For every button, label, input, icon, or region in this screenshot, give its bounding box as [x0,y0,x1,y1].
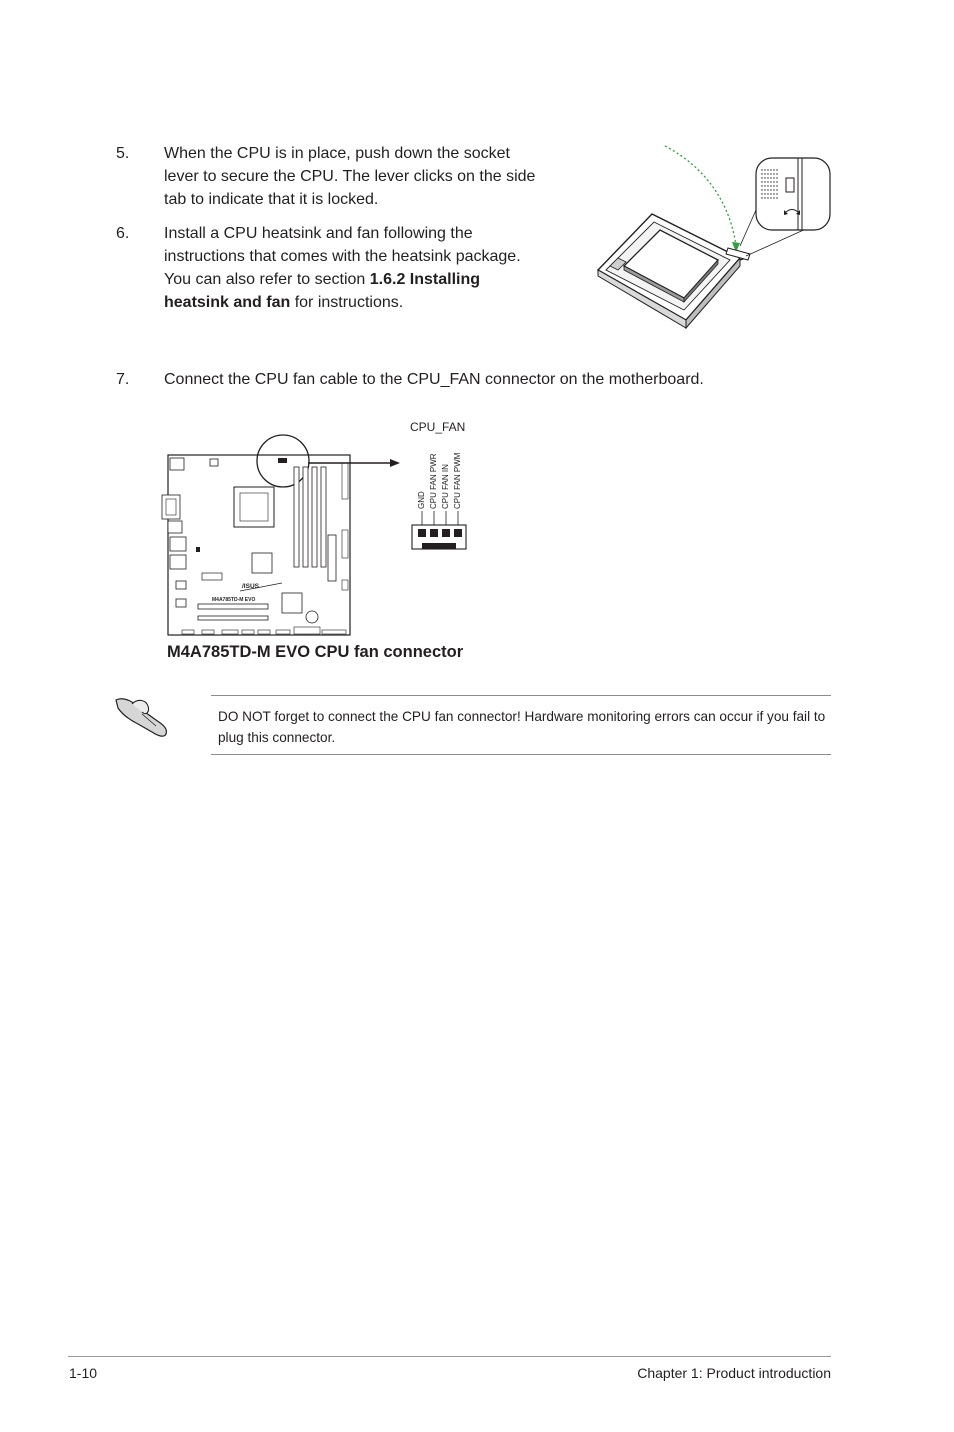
caution-note [211,695,831,755]
step-text-plain: You can also refer to section [164,271,370,288]
step-text-line: lever to secure the CPU. The lever clicks on the side [164,168,536,185]
step-text [164,222,521,314]
step-text-plain: for instructions. [290,294,404,311]
cpu-socket-illustration [590,142,835,342]
step-text-line [164,268,521,291]
step-text-line [164,291,521,314]
page-number: 1-10 [69,1365,98,1381]
connector-label: CPU_FAN [410,420,466,434]
step-text-line: When the CPU is in place, push down the socket [164,145,510,162]
step-number: 7. [116,371,130,388]
pin-label-gnd: GND [417,491,426,509]
step-text [164,368,704,391]
footer-divider [68,1356,831,1357]
board-model: M4A785TD-M EVO [212,597,256,603]
board-brand: /ISUS [242,583,259,590]
chapter-title: Chapter 1: Product introduction [637,1365,831,1381]
diagram-caption: M4A785TD-M EVO CPU fan connector [167,643,464,661]
pin-label-cpu-fan-pwm: CPU FAN PWM [453,452,462,509]
pin-label-cpu-fan-pwr: CPU FAN PWR [429,453,438,509]
step-text-line: instructions that comes with the heatsink package. [164,248,521,265]
section-reference: heatsink and fan [164,294,291,311]
caution-note-text: DO NOT forget to connect the CPU fan connector! Hardware monitoring errors can occur if you fail to plug this connector. [218,709,826,745]
step-number: 6. [116,225,130,242]
pin-label-cpu-fan-in: CPU FAN IN [441,464,450,509]
step-text [164,142,535,211]
caution-hand-icon [112,690,172,740]
motherboard-diagram [160,415,490,645]
step-text-line: Connect the CPU fan cable to the CPU_FAN connector on the motherboard. [164,371,704,388]
step-text-line: Install a CPU heatsink and fan following the [164,225,473,242]
step-number: 5. [116,145,130,162]
section-reference: 1.6.2 Installing [369,271,481,288]
step-text-line: tab to indicate that it is locked. [164,191,379,208]
